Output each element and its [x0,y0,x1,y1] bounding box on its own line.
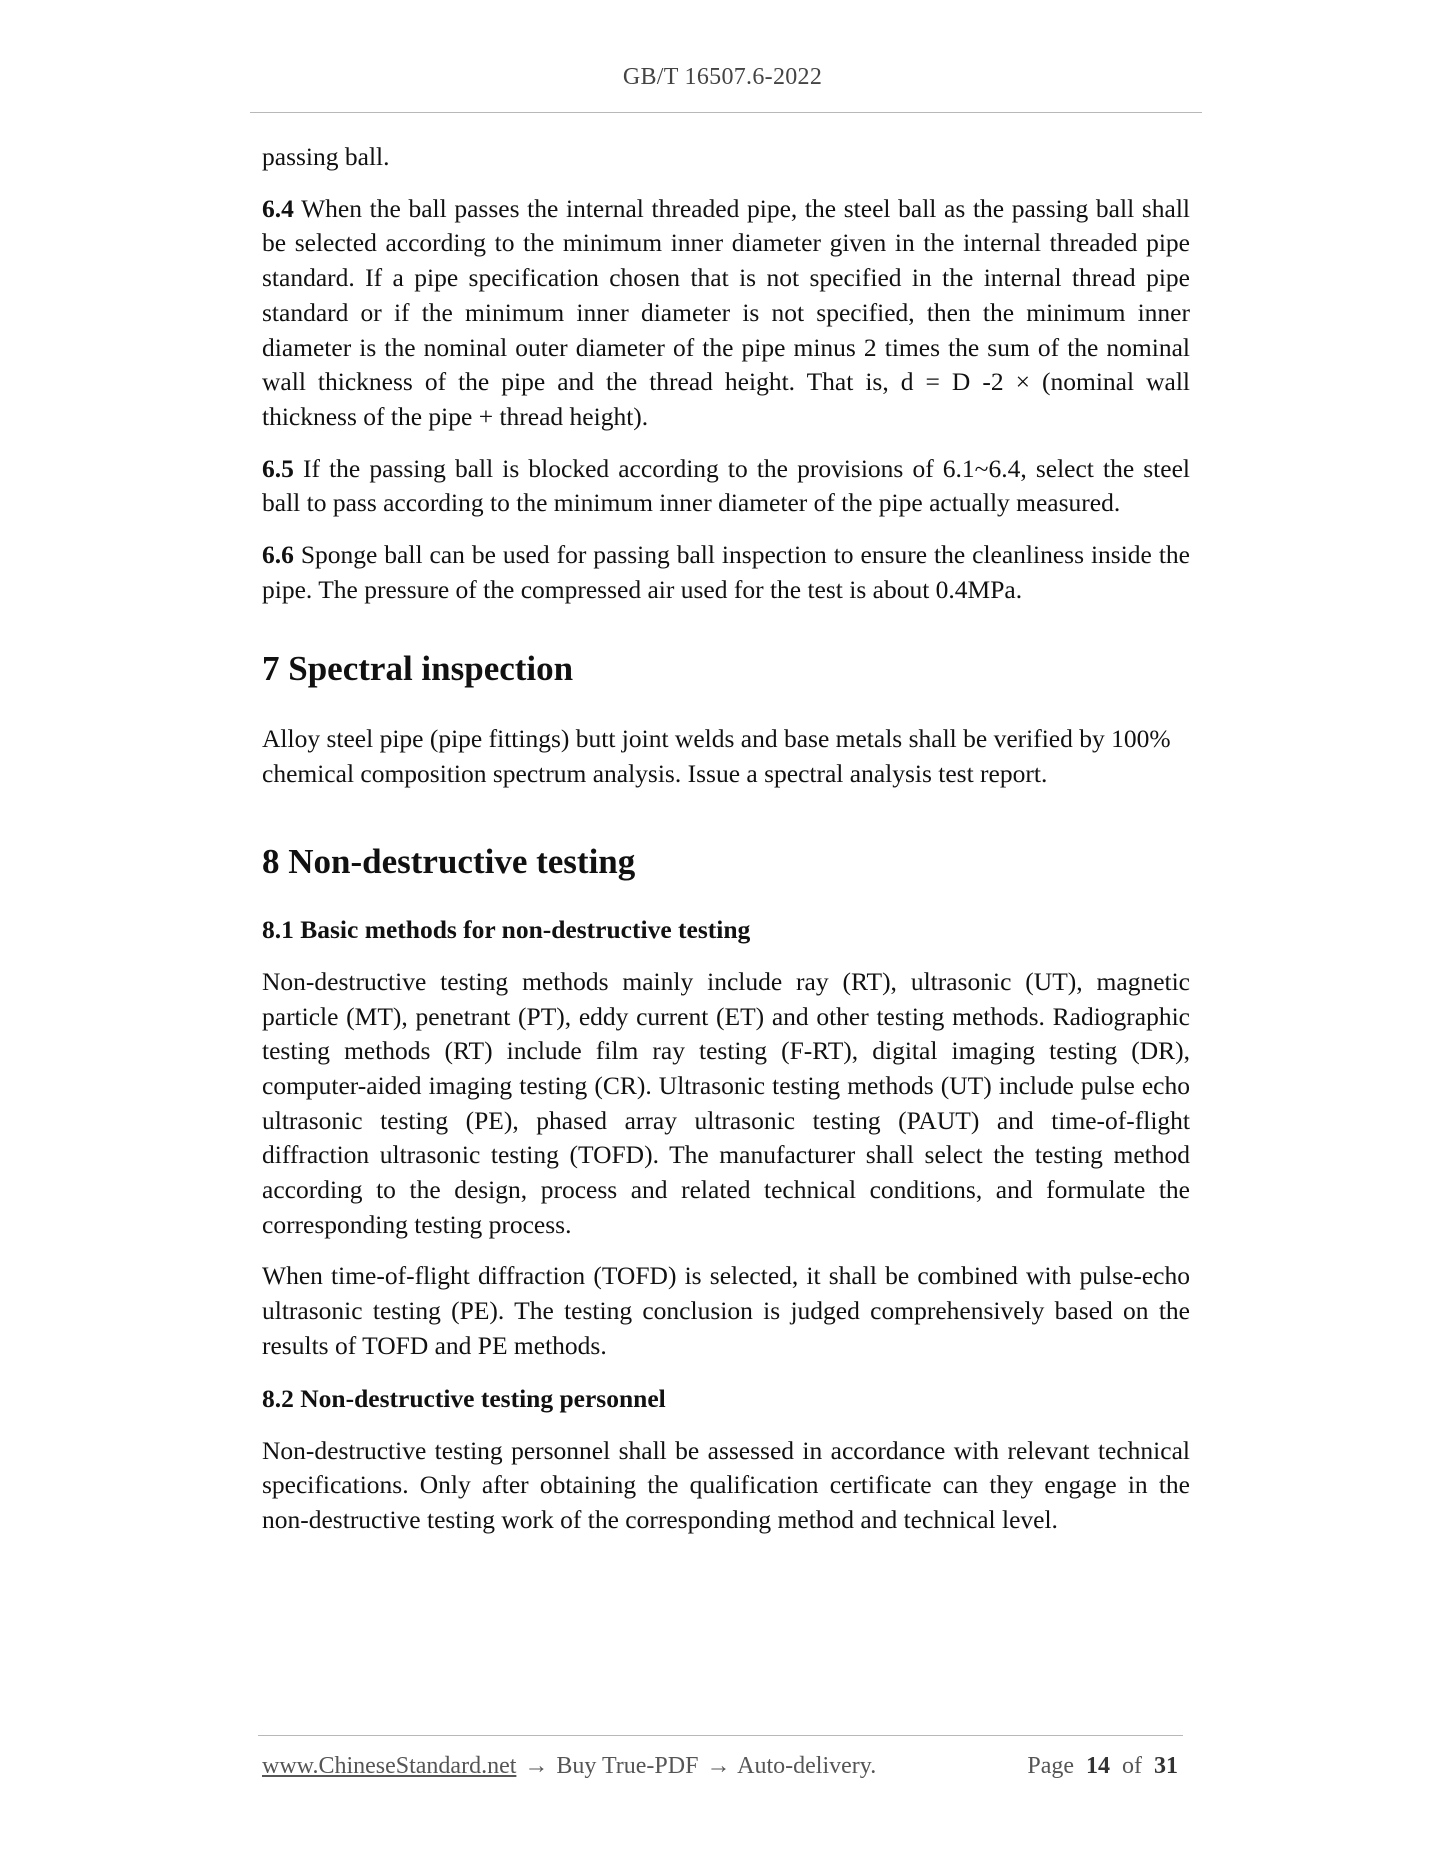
clause-number-6-6: 6.6 [262,540,294,570]
paragraph-6-4 [262,192,1190,435]
arrow-right-icon: → [706,1753,731,1779]
paragraph-6-6 [262,538,1190,607]
section-8-2-heading: 8.2 Non-destructive testing personnel [262,1383,666,1413]
of-label: of [1122,1753,1142,1779]
document-id: GB/T 16507.6-2022 [622,64,823,90]
buy-true-pdf-text: Buy True-PDF [556,1753,699,1779]
arrow-right-icon: → [524,1753,549,1779]
total-pages: 31 [1154,1753,1178,1779]
clause-text-6-4: When the ball passes the internal threaded pipe, the steel ball as the passing ball shall be selected according to the minimum inner diameter given in the internal threaded pipe standard. If a pipe specification chosen that is not specified in the internal thread pipe standard or if the minimum inner diameter is not specified, then the minimum inner diameter is the nominal outer diameter of the pipe minus 2 times the sum of the nominal wall thickness of the pipe and the thread height. That is, d = D -2 × (nominal wall thickness of the pipe + thread height). [262,193,1190,431]
clause-text-6-5: If the passing ball is blocked according to the provisions of 6.1~6.4, select the steel ball to pass according to the minimum inner diameter of the pipe actually measured. [262,453,1190,518]
page-content [262,140,1190,1538]
header-divider [250,112,1202,113]
section-7-heading: 7 Spectral inspection [262,649,574,689]
page-label: Page [1027,1753,1074,1779]
section-8-1-heading: 8.1 Basic methods for non-destructive testing [262,914,751,944]
footer-divider [258,1735,1183,1736]
site-link[interactable]: www.ChineseStandard.net [262,1753,517,1779]
section-8-heading: 8 Non-destructive testing [262,841,636,881]
auto-delivery-text: Auto-delivery. [737,1753,877,1779]
current-page: 14 [1086,1753,1110,1779]
clause-number-6-4: 6.4 [262,193,294,223]
section-7-body-line-1: Alloy steel pipe (pipe fittings) butt joint welds and base metals shall be verified by 100% [262,724,1171,754]
section-7-body-line-2: chemical composition spectrum analysis. Issue a spectral analysis test report. [262,759,1048,789]
page-number [1027,1753,1178,1780]
paragraph-6-5 [262,452,1190,521]
section-8-1-paragraph-1: Non-destructive testing methods mainly include ray (RT), ultrasonic (UT), magnetic particle (MT), penetrant (PT), eddy current (ET) and other testing methods. Radiographic testing methods (RT) include film ray testing (F-RT), digital imaging testing (DR), computer-aided imaging testing (CR). Ultrasonic testing methods (UT) include pulse echo ultrasonic testing (PE), phased array ultrasonic testing (PAUT) and time-of-flight diffraction ultrasonic testing (TOFD). The manufacturer shall select the testing method according to the design, process and related technical conditions, and formulate the corresponding testing process. [262,966,1190,1239]
section-7-body [262,722,1190,791]
section-8-1-paragraph-2: When time-of-flight diffraction (TOFD) is selected, it shall be combined with pulse-echo ultrasonic testing (PE). The testing conclusion is judged comprehensively based on the results of TOFD and PE methods. [262,1261,1190,1360]
page-header [0,64,1445,91]
footer-promo [262,1753,876,1780]
section-8-2-paragraph-1: Non-destructive testing personnel shall be assessed in accordance with relevant technical specifications. Only after obtaining the qualification certificate can they engage in the non-destructive testing work of the corresponding method and technical level. [262,1435,1190,1534]
clause-text-6-6: Sponge ball can be used for passing ball inspection to ensure the cleanliness inside the pipe. The pressure of the compressed air used for the test is about 0.4MPa. [262,540,1190,604]
clause-number-6-5: 6.5 [262,453,294,483]
paragraph-6-3-continuation: passing ball. [262,142,390,171]
